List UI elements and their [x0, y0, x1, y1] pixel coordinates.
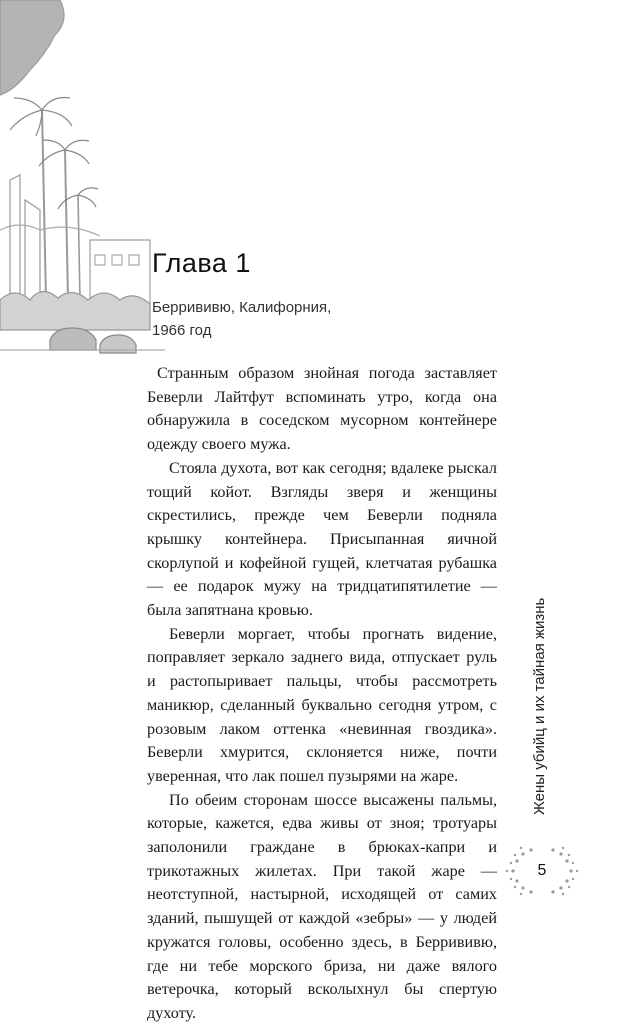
page-number: 5	[537, 862, 547, 879]
paragraph: По обеим сторонам шоссе высажены пальмы, которые, кажется, едва живы от зноя; тротуары заполонили граждане в брюках-капри и трикотажных жилетах. При такой жаре — неотступной, настырной, исходящей от самих зданий, пышущей от каждой «зебры» — у людей кружатся головы, особенно здесь, в Беррививю, где ни тебе морского бриза, ни даже вялого ветерочка, который всколыхнул бы спертую духоту.	[147, 790, 497, 1022]
paragraph: Странным образом знойная погода заставляет Беверли Лайтфут вспоминать утро, когда она обнаружила в соседском мусорном контейнере одежду своего мужа.	[147, 364, 497, 454]
palm-street-illustration	[0, 0, 170, 370]
paragraph: Беверли моргает, чтобы прогнать видение, поправляет зеркало заднего вида, отпускает руль и растопыривает пальцы, чтобы рассмотреть маникюр, сделанный буквально сегодня утром, с розовым лаком оттенка «невинная гвоздика». Беверли хмурится, склоняется ниже, почти уверенная, что лак пошел пузырями на жаре.	[147, 624, 497, 785]
chapter-place: Беррививю, Калифорния,	[152, 299, 332, 316]
chapter-body	[147, 362, 497, 1026]
paragraph: Стояла духота, вот как сегодня; вдалеке рыскал тощий койот. Взгляды зверя и женщины скрестились, прежде чем Беверли подняла крышку контейнера. Присыпанная яичной скорлупой и кофейной гущей, клетчатая рубашка — ее подарок мужу на тридцатипятилетие — была запятнана кровью.	[147, 458, 497, 620]
page-number-ornament	[503, 842, 581, 900]
chapter-subtitle	[152, 296, 331, 342]
chapter-year: 1966 год	[152, 322, 212, 339]
chapter-title: Глава 1	[152, 248, 251, 278]
running-head: Жены убийц и их тайная жизнь	[531, 597, 548, 815]
